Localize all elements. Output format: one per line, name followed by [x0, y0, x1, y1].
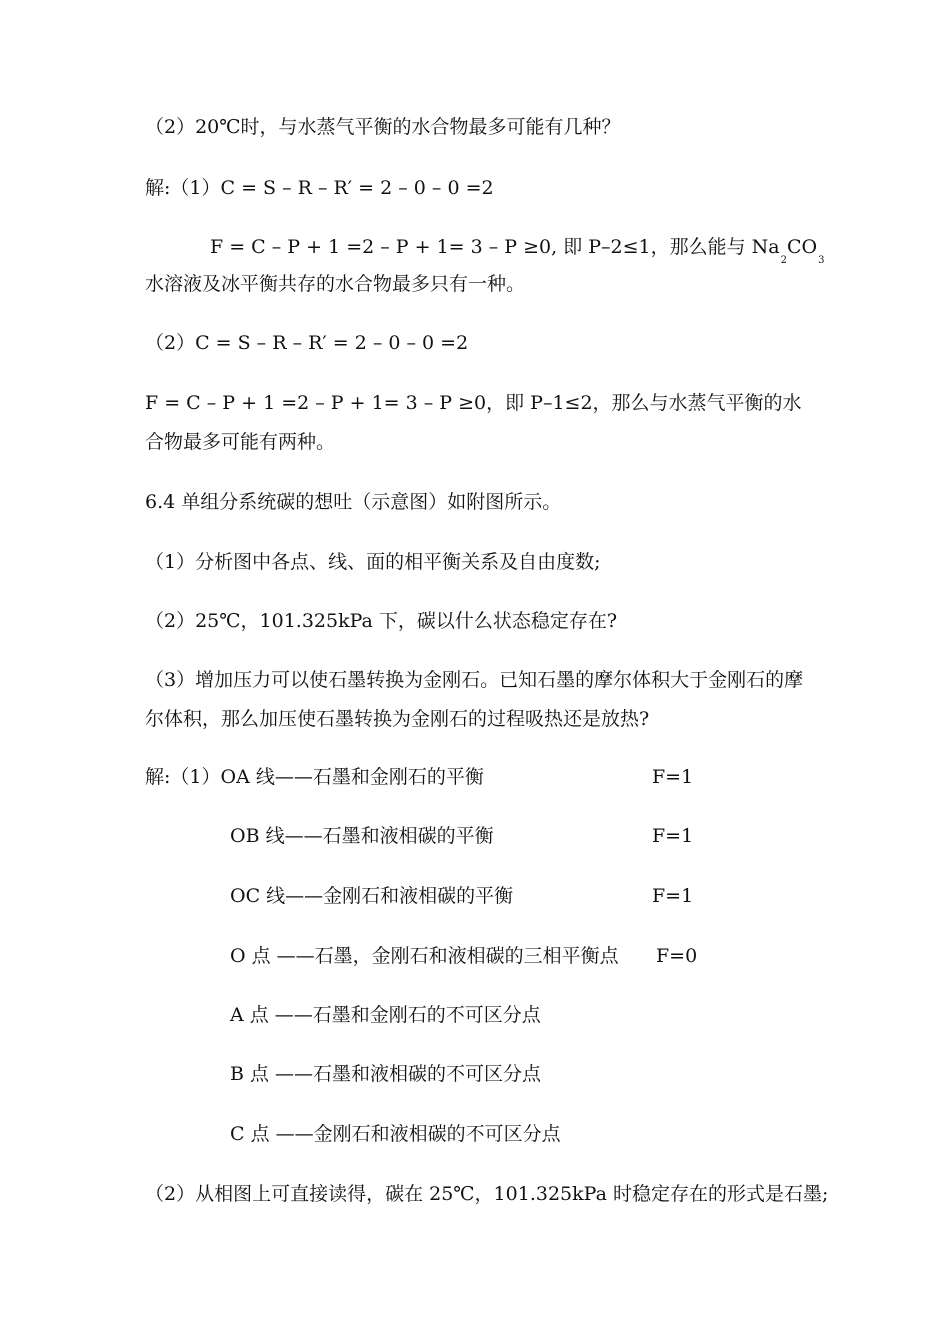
- question-6-4-part-3-line-1: （3）增加压力可以使石墨转换为金刚石。已知石墨的摩尔体积大于金刚石的摩: [145, 669, 804, 691]
- question-6-4-part-3-line-2: 尔体积，那么加压使石墨转换为金刚石的过程吸热还是放热?: [145, 708, 650, 730]
- question-6-4-title: 6.4 单组分系统碳的想吐（示意图）如附图所示。: [145, 491, 562, 513]
- subscript-3: 3: [818, 255, 825, 266]
- solution-1-freedom-formula: [210, 235, 825, 266]
- answer-row-o: O 点 ——石墨，金刚石和液相碳的三相平衡点: [230, 945, 619, 967]
- answer-row-a: A 点 ——石墨和金刚石的不可区分点: [230, 1004, 541, 1026]
- question-2-text: （2）20℃时，与水蒸气平衡的水合物最多可能有几种？: [145, 116, 621, 138]
- solution-1-freedom-text: F = C – P + 1 =2 – P + 1= 3 – P ≥0, 即 P–2≤1，那么能与 Na: [210, 236, 780, 258]
- solution-2-component-count: （2）C = S – R – R′ = 2 – 0 – 0 =2: [145, 332, 469, 354]
- question-6-4-part-1: （1）分析图中各点、线、面的相平衡关系及自由度数;: [145, 551, 601, 573]
- formula-co: CO: [787, 236, 818, 258]
- answer-row-b: B 点 ——石墨和液相碳的不可区分点: [230, 1063, 542, 1085]
- answer-row-oa-freedom: F=1: [652, 766, 694, 788]
- answer-row-c: C 点 ——金刚石和液相碳的不可区分点: [230, 1123, 561, 1145]
- answer-part-2: （2）从相图上可直接读得，碳在 25℃，101.325kPa 时稳定存在的形式是石墨;: [145, 1183, 829, 1205]
- answer-row-oc: OC 线——金刚石和液相碳的平衡: [230, 885, 514, 907]
- answer-row-oa: 解:（1）OA 线——石墨和金刚石的平衡: [145, 766, 484, 788]
- solution-1-conclusion: 水溶液及冰平衡共存的水合物最多只有一种。: [145, 273, 526, 295]
- answer-row-ob-freedom: F=1: [652, 825, 694, 847]
- solution-2-conclusion: 合物最多可能有两种。: [145, 431, 336, 453]
- solution-2-freedom-formula: F = C – P + 1 =2 – P + 1= 3 – P ≥0，即 P–1≤2，那么与水蒸气平衡的水: [145, 392, 802, 414]
- answer-row-oc-freedom: F=1: [652, 885, 694, 907]
- answer-row-o-freedom: F=0: [656, 945, 698, 967]
- question-6-4-part-2: （2）25℃，101.325kPa 下，碳以什么状态稳定存在?: [145, 610, 618, 632]
- subscript-2: 2: [780, 255, 787, 266]
- solution-1-component-count: 解:（1）C = S – R – R′ = 2 – 0 – 0 =2: [145, 177, 494, 199]
- answer-row-ob: OB 线——石墨和液相碳的平衡: [230, 825, 494, 847]
